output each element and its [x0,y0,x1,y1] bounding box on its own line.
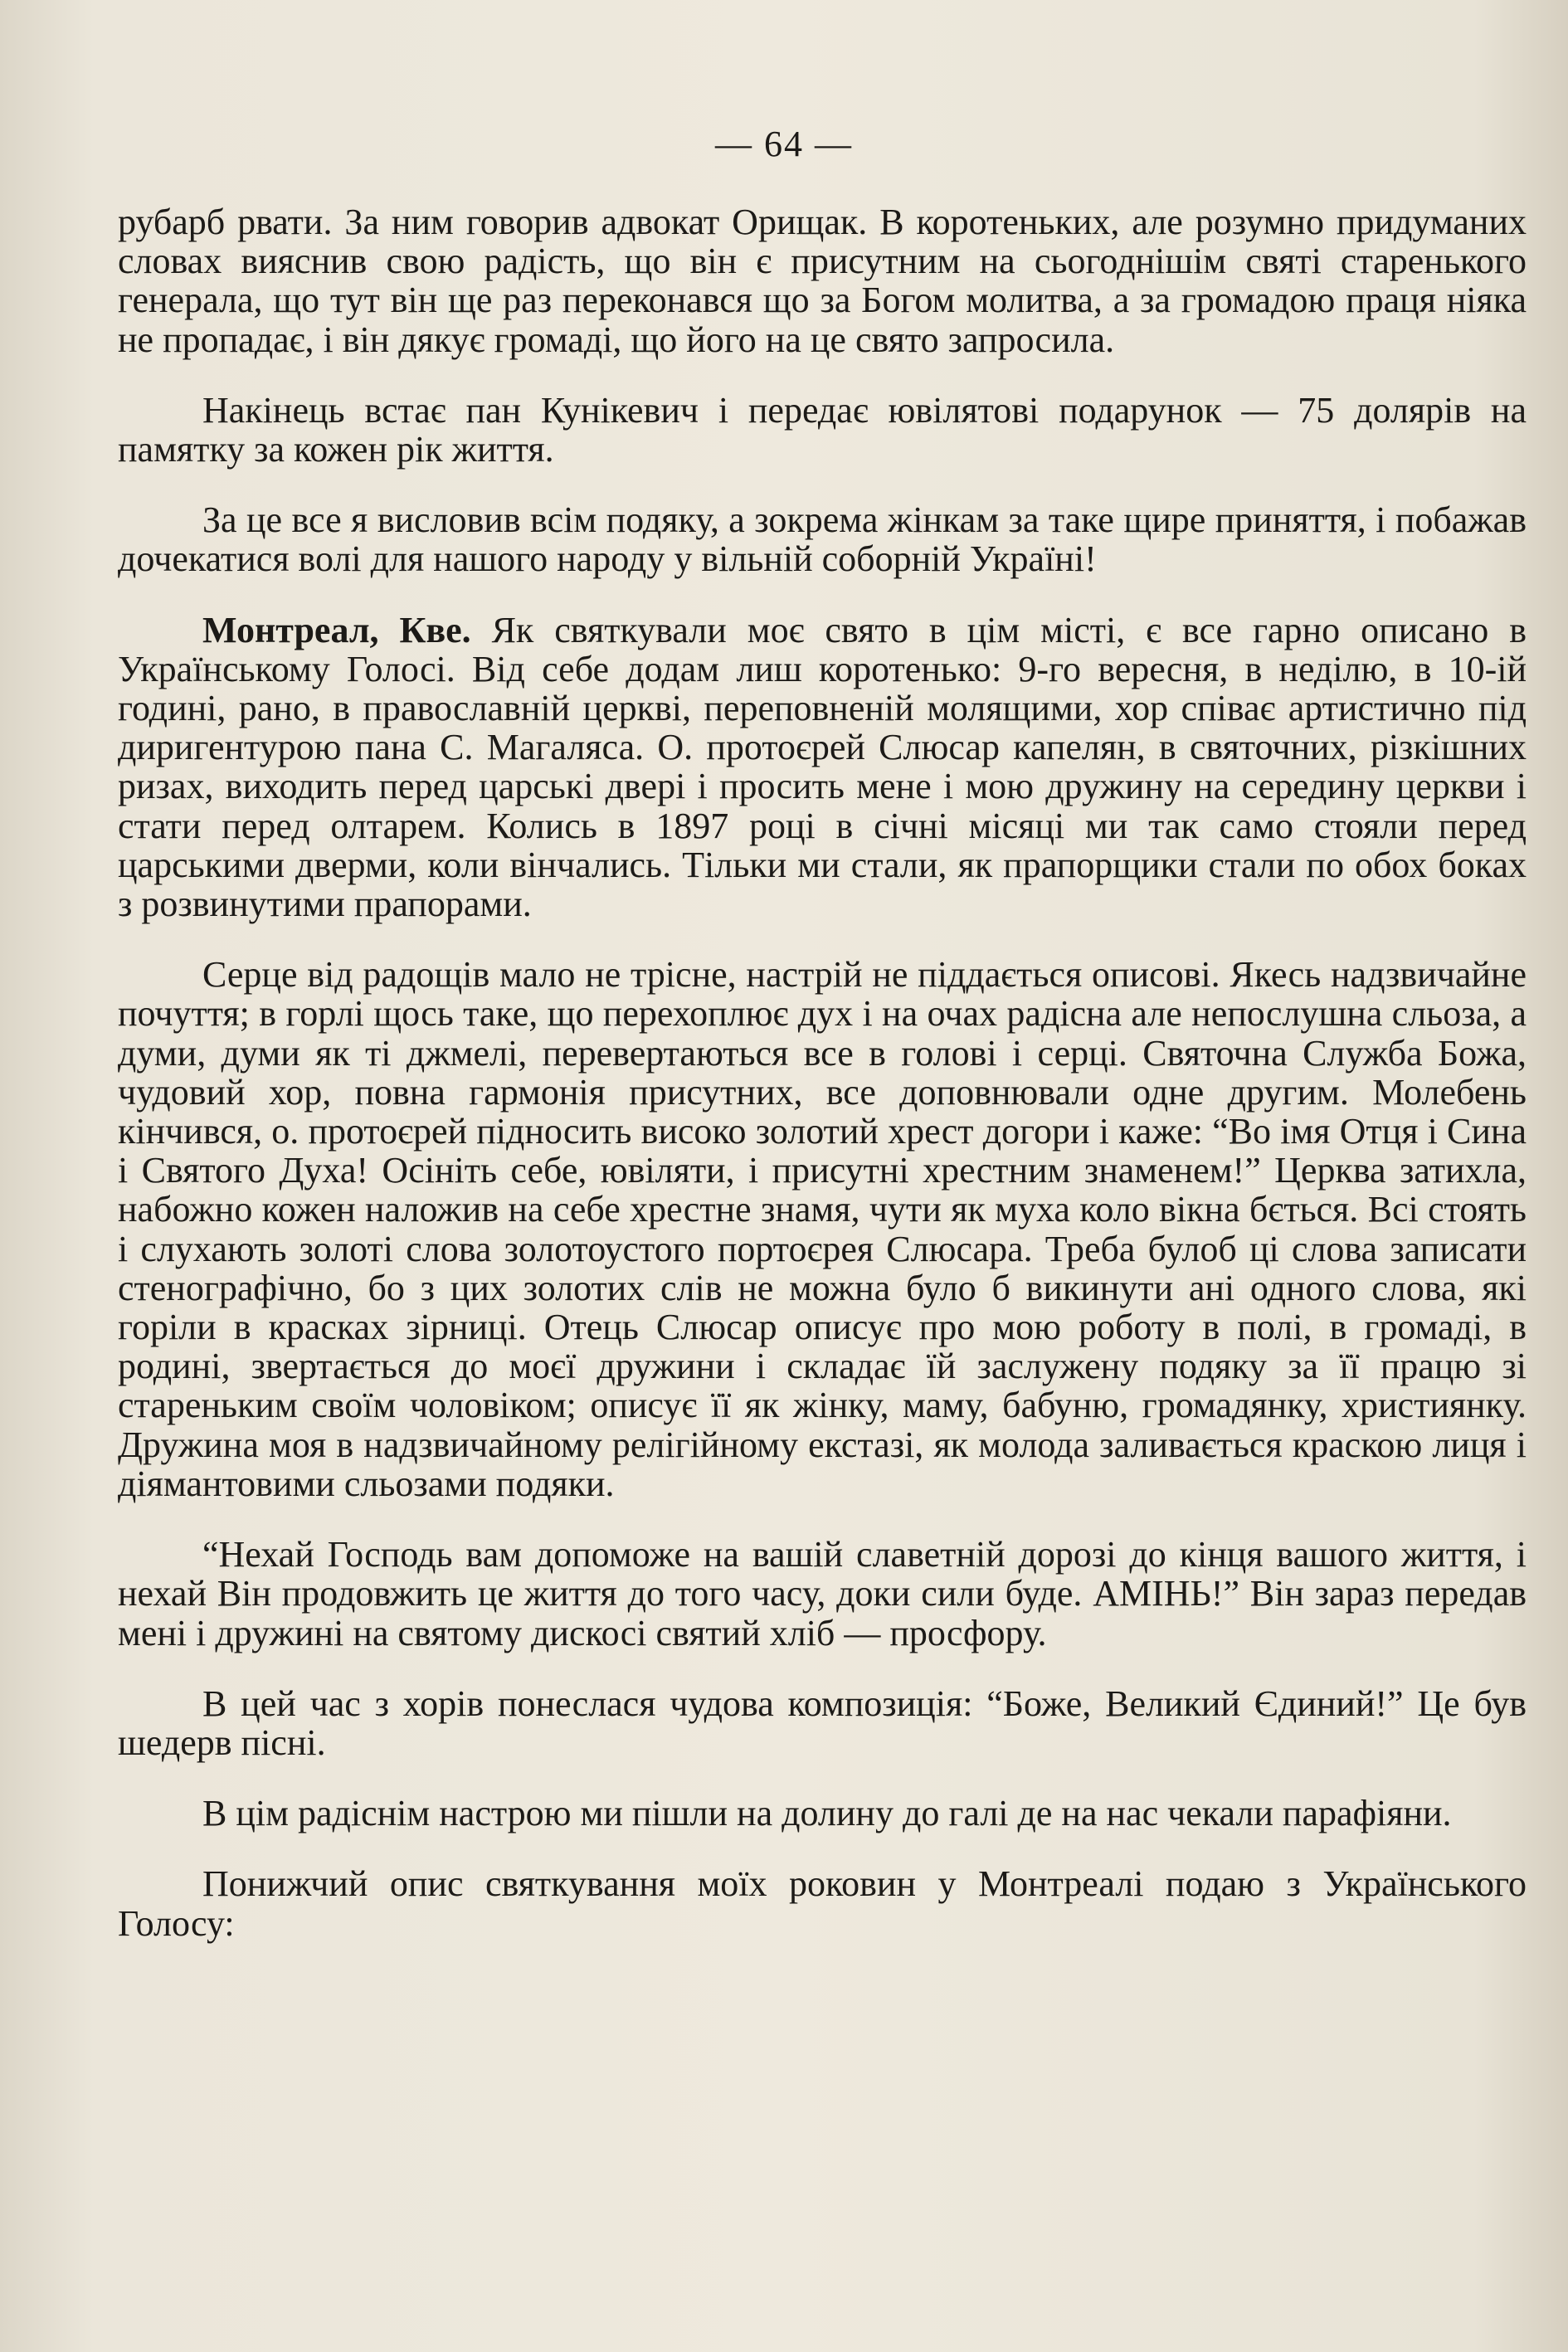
page-number: — 64 — [715,124,853,164]
paragraph: За це все я висловив всім подяку, а зокрема жінкам за таке щире приняття, і побажав дочекатися волі для нашого народу у вільній соборній Україні! [118,499,1527,580]
paragraph: Серце від радощів мало не трісне, настрій не піддається описові. Якесь надзвичайне почуття; в горлі щось таке, що перехоплює дух і на очах радісна але непослушна сльоза, а думи, думи як ті джмелі, перевертаються все в голові і серці. Святочна Служба Божа, чудовий хор, повна гармонія присутних, все доповнювали одне другим. Молебень кінчився, о. протоєрей підносить високо золотий хрест догори і каже: “Во імя Отця і Сина і Святого Духа! Осініть себе, ювіляти, і присутні хрестним знаменем!” Церква затихла, набожно кожен наложив на себе хрестне знамя, чути як муха коло вікна бється. Всі стоять і слухають золоті слова золотоустого портоєрея Слюсара. Треба булоб ці слова записати стенографічно, бо з цих золотих слів не можна було б викинути ані одного слова, які горіли в красках зірниці. Отець Слюсар описує про мою роботу в полі, в громаді, в родині, звертається до моєї дружини і складає їй заслужену подяку за її працю зі стареньким своїм чоловіком; описує її як жінку, маму, бабуню, громадянку, християнку. Дружина моя в надзвичайному релігійному екстазі, як молода заливається краскою лиця і діямантовими сльозами подяки. [118,954,1527,1504]
text-body [118,202,1527,1975]
paragraph [118,611,1527,924]
paragraph: рубарб рвати. За ним говорив адвокат Орищак. В коротеньких, але розумно придуманих словах вияснив свою радість, що він є присутним на сьогоднішім святі старенького генерала, що тут він ще раз переконався що за Богом молитва, а за громадою праця ніяка не пропадає, і він дякує громаді, що його на це свято запросила. [118,202,1527,360]
paragraph: Понижчий опис святкування моїх роковин у Монтреалі подаю з Українського Голосу: [118,1863,1527,1944]
paragraph-text: Як святкували моє свято в цім місті, є все гарно описано в Українському Голосі. Від себе додам лиш коротенько: 9-го вересня, в неділю, в 10-ій годині, рано, в православній церкві, переповненій молящими, хор співає артистично під диригентурою пана С. Магаляса. О. протоєрей Слюсар капелян, в святочних, різкішних ризах, виходить перед царські двері і просить мене і мою дружину на середину церкви і стати перед олтарем. Колись в 1897 році в січні місяці ми так само стояли перед царськими дверми, коли вінчались. Тільки ми стали, як прапорщики стали по обох боках з розвинутими прапорами. [118,609,1527,925]
place-heading: Монтреал, Кве. [202,609,471,650]
paragraph: В цім радіснім настрою ми пішли на долину до галі де на нас чекали парафіяни. [202,1793,1452,1834]
paragraph: В цей час з хорів понеслася чудова композиція: “Боже, Великий Єдиний!” Це був шедерв пісні. [118,1682,1527,1763]
paragraph: “Нехай Господь вам допоможе на вашій славетній дорозі до кінця вашого життя, і нехай Він продовжить це життя до того часу, доки сили буде. АМІНЬ!” Він зараз передав мені і дружині на святому дискосі святий хліб — просфору. [118,1534,1527,1653]
paragraph: Накінець встає пан Кунікевич і передає ювілятові подарунок — 75 долярів на памятку за кожен рік життя. [118,389,1527,470]
